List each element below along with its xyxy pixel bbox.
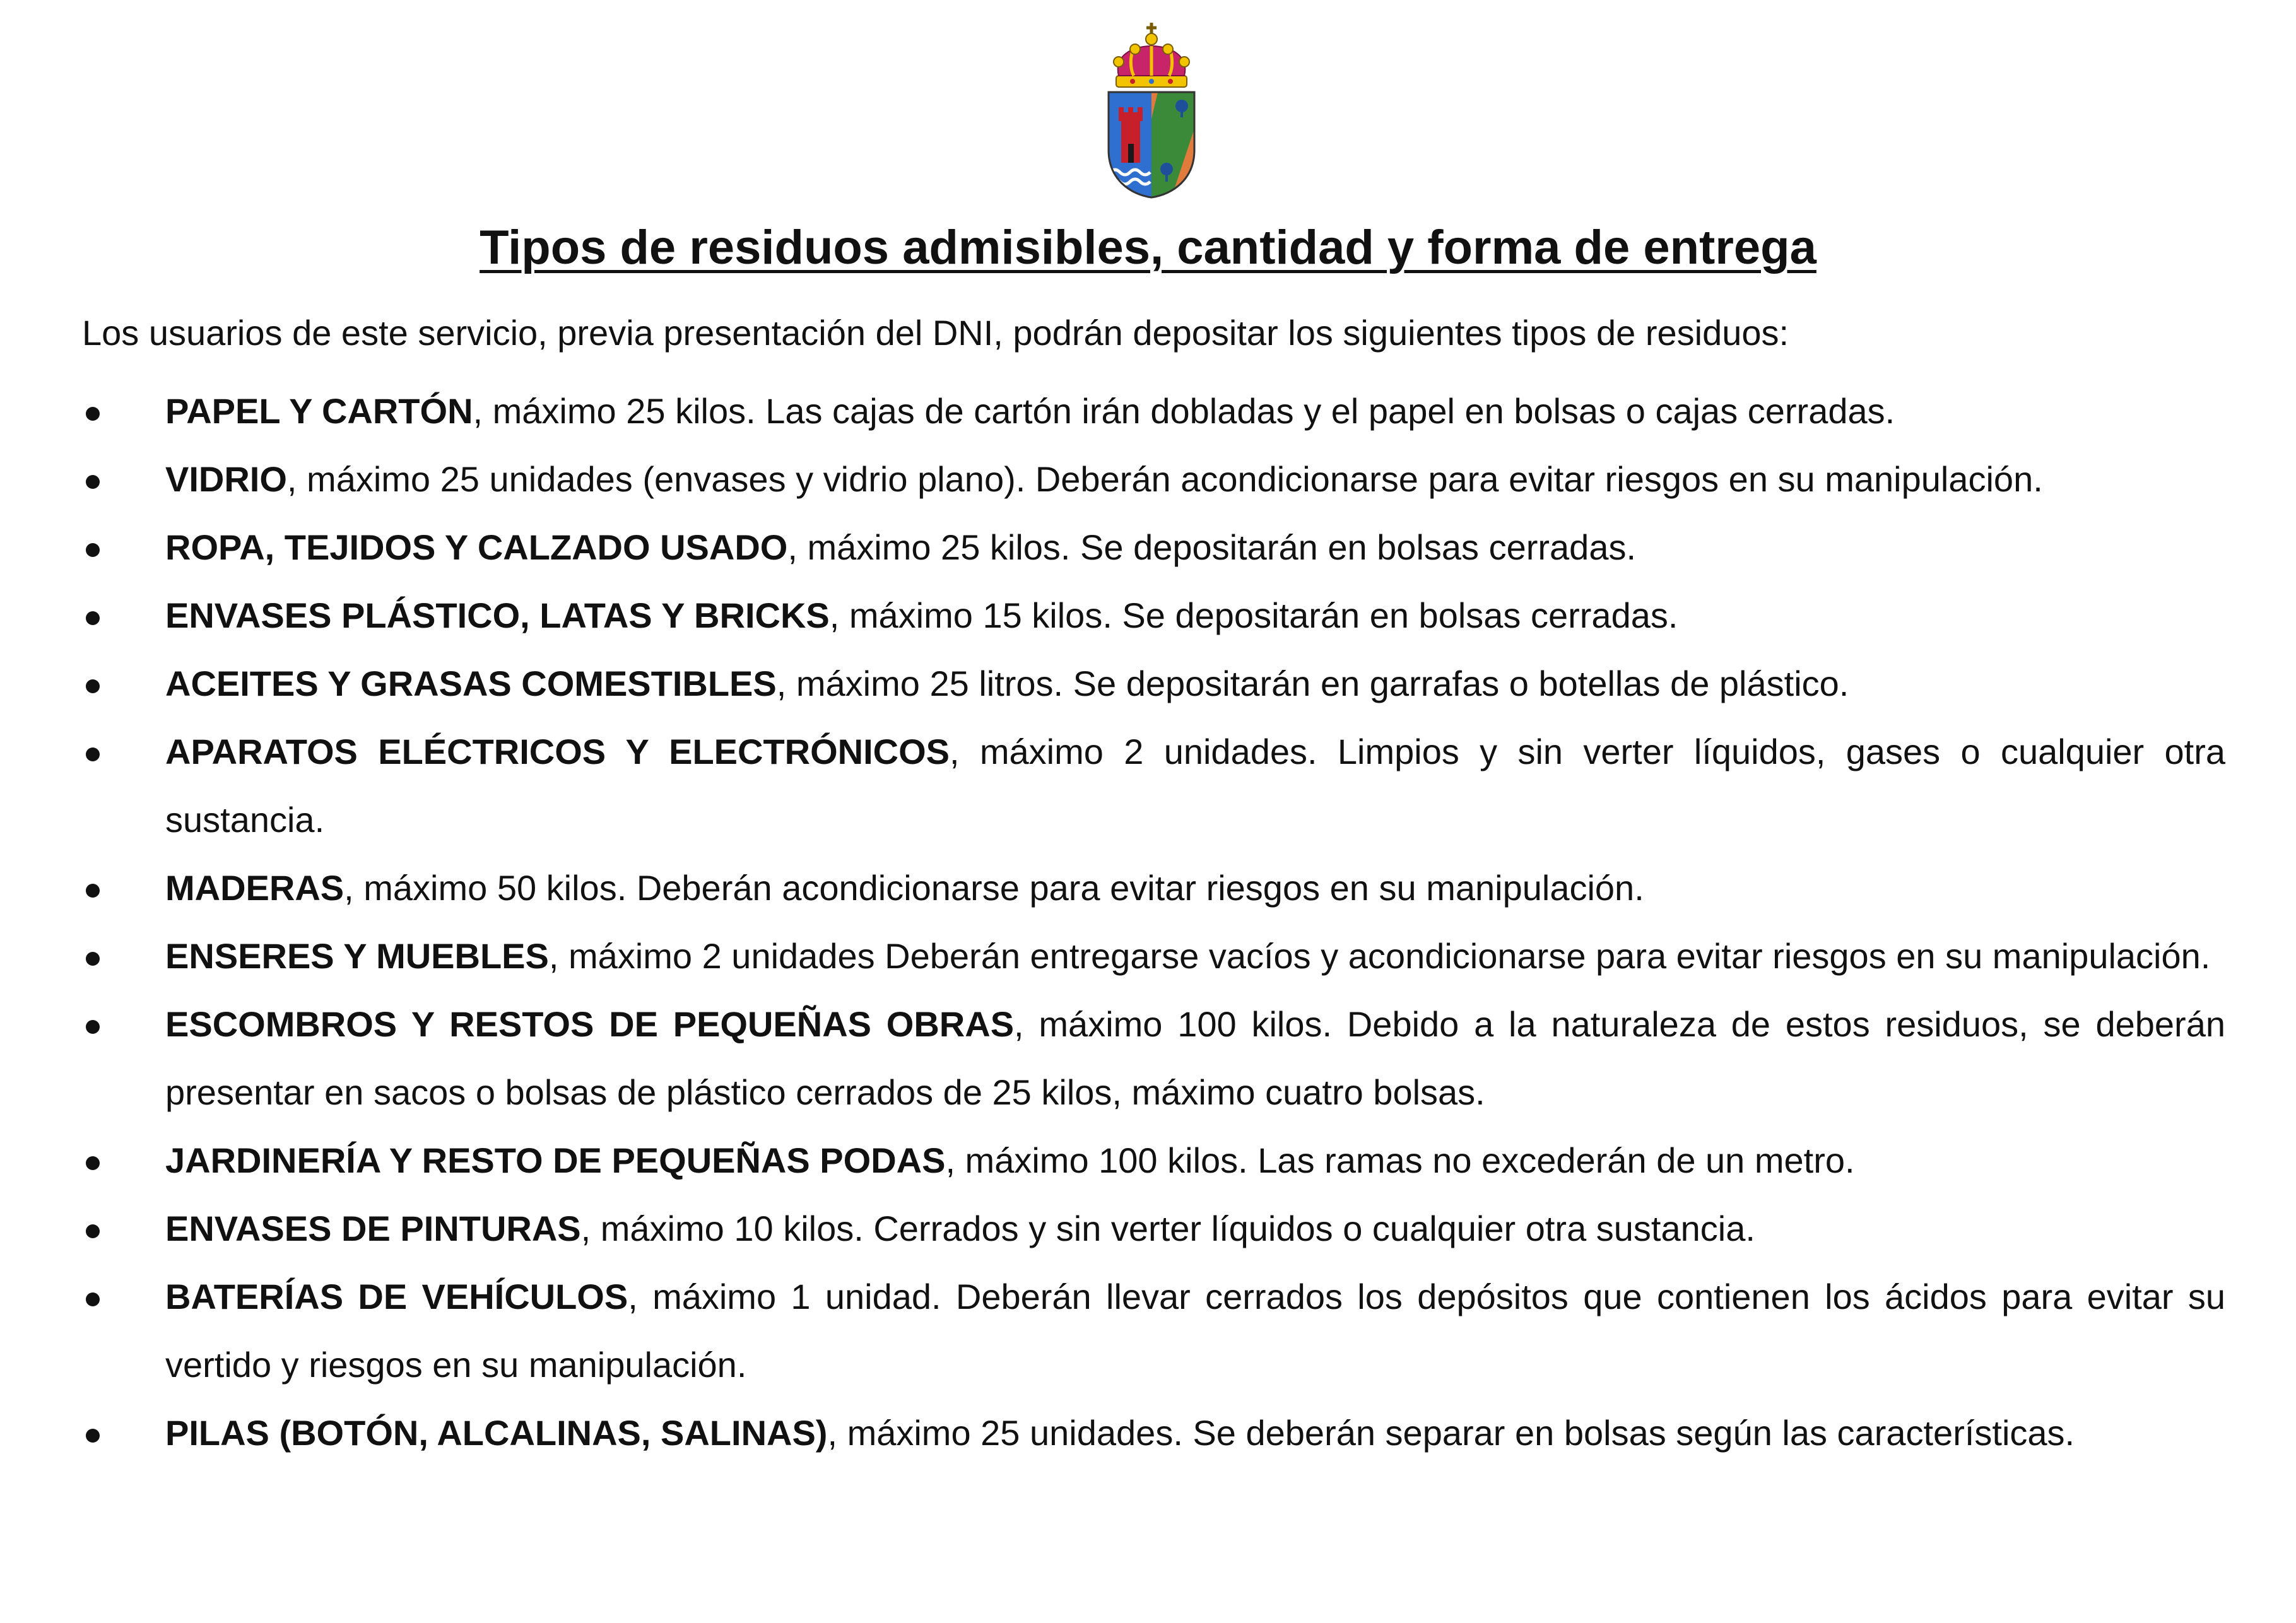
bullet-icon (86, 990, 100, 1058)
bullet-icon (86, 377, 100, 445)
item-lead: ENVASES PLÁSTICO, LATAS Y BRICKS (165, 595, 830, 635)
list-item (0, 990, 2296, 1127)
item-text: , máximo 25 unidades (envases y vidrio plano). Deberán acondicionarse para evitar riesgos en su manipulación. (286, 459, 2043, 499)
intro-paragraph: Los usuarios de este servicio, previa presentación del DNI, podrán depositar los siguientes tipos de residuos: (82, 313, 1789, 353)
item-text: , máximo 1 unidad. Deberán llevar cerrados los depósitos que contienen los ácidos para evitar su vertido y riesgos en su manipulación. (165, 1277, 2225, 1385)
bullet-icon (86, 1127, 100, 1195)
list-item (0, 1263, 2296, 1399)
list-item (0, 445, 2296, 513)
list-item (0, 718, 2296, 854)
item-lead: ROPA, TEJIDOS Y CALZADO USADO (165, 527, 788, 567)
shield-icon (1101, 87, 1202, 201)
list-item (0, 582, 2296, 650)
bullet-icon (86, 513, 100, 582)
item-lead: PAPEL Y CARTÓN (165, 391, 473, 431)
item-lead: BATERÍAS DE VEHÍCULOS (165, 1277, 628, 1316)
list-item (0, 513, 2296, 582)
list-item (0, 1399, 2296, 1467)
bullet-icon (86, 650, 100, 718)
item-lead: VIDRIO (165, 459, 287, 499)
item-text: , máximo 25 kilos. Las cajas de cartón irán dobladas y el papel en bolsas o cajas cerradas. (473, 391, 1895, 431)
item-lead: ENSERES Y MUEBLES (165, 936, 549, 976)
item-text: , máximo 100 kilos. Debido a la naturaleza de estos residuos, se deberán presentar en sacos o bolsas de plástico cerrados de 25 kilos, máximo cuatro bolsas. (165, 1004, 2225, 1112)
list-item (0, 1127, 2296, 1195)
item-text: , máximo 50 kilos. Deberán acondicionarse para evitar riesgos en su manipulación. (344, 868, 1644, 908)
item-text: , máximo 25 litros. Se depositarán en garrafas o botellas de plástico. (776, 664, 1849, 703)
item-text: , máximo 25 unidades. Se deberán separar en bolsas según las características. (827, 1413, 2075, 1453)
bullet-icon (86, 1195, 100, 1263)
item-lead: MADERAS (165, 868, 344, 908)
list-item (0, 650, 2296, 718)
bullet-icon (86, 445, 100, 513)
item-lead: ACEITES Y GRASAS COMESTIBLES (165, 664, 777, 703)
item-text: , máximo 2 unidades Deberán entregarse vacíos y acondicionarse para evitar riesgos en su manipulación. (548, 936, 2211, 976)
bullet-icon (86, 718, 100, 786)
list-item (0, 922, 2296, 990)
item-text: , máximo 2 unidades. Limpios y sin verter líquidos, gases o cualquier otra sustancia. (165, 732, 2226, 840)
bullet-icon (86, 922, 100, 990)
item-lead: APARATOS ELÉCTRICOS Y ELECTRÓNICOS (165, 732, 950, 771)
item-lead: ENVASES DE PINTURAS (165, 1209, 581, 1248)
item-text: , máximo 100 kilos. Las ramas no excederán de un metro. (945, 1140, 1855, 1180)
bullet-icon (86, 582, 100, 650)
item-text: , máximo 10 kilos. Cerrados y sin verter líquidos o cualquier otra sustancia. (580, 1209, 1755, 1248)
coat-of-arms-icon (1101, 18, 1202, 201)
item-lead: ESCOMBROS Y RESTOS DE PEQUEÑAS OBRAS (165, 1004, 1015, 1044)
list-item (0, 1195, 2296, 1263)
item-lead: JARDINERÍA Y RESTO DE PEQUEÑAS PODAS (165, 1140, 946, 1180)
item-text: , máximo 15 kilos. Se depositarán en bolsas cerradas. (829, 595, 1678, 635)
list-item (0, 854, 2296, 922)
bullet-icon (86, 1263, 100, 1331)
page-title: Tipos de residuos admisibles, cantidad y forma de entrega (480, 221, 1816, 274)
list-item (0, 377, 2296, 445)
bullet-icon (86, 854, 100, 922)
waste-types-list (0, 377, 2296, 1467)
item-lead: PILAS (BOTÓN, ALCALINAS, SALINAS) (165, 1413, 828, 1453)
item-text: , máximo 25 kilos. Se depositarán en bolsas cerradas. (787, 527, 1637, 567)
bullet-icon (86, 1399, 100, 1467)
crown-icon (1114, 23, 1189, 87)
